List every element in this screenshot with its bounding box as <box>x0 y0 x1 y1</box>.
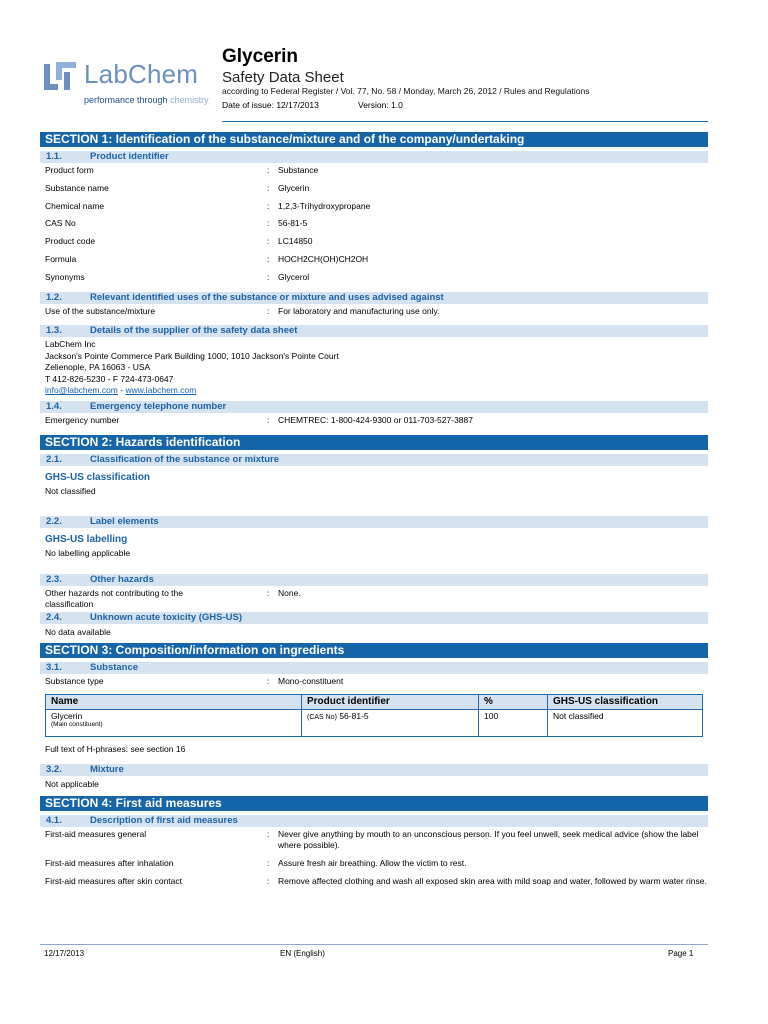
subsection-2-4: 2.4. Unknown acute toxicity (GHS-US) <box>40 612 708 624</box>
row-first-aid-inhalation: First-aid measures after inhalation : Assure fresh air breathing. Allow the victim to rest. <box>45 858 467 869</box>
document-subtitle: Safety Data Sheet <box>222 69 344 86</box>
h-phrases-note: Full text of H-phrases: see section 16 <box>45 743 186 754</box>
section-4-header: SECTION 4: First aid measures <box>40 796 708 811</box>
section-2-header: SECTION 2: Hazards identification <box>40 435 708 450</box>
subsection-1-3: 1.3. Details of the supplier of the safety data sheet <box>40 325 708 337</box>
row-synonyms: Synonyms : Glycerol <box>45 271 310 282</box>
composition-table <box>45 694 703 737</box>
cell-percent: 100 <box>479 709 548 736</box>
supplier-name: LabChem Inc <box>45 339 96 350</box>
row-cas-no: CAS No : 56-81-5 <box>45 218 308 229</box>
row-first-aid-skin: First-aid measures after skin contact : Remove affected clothing and wash all exposed skin area with mild soap and water, followed by warm water rinse. <box>45 876 707 887</box>
footer-language: EN (English) <box>280 949 325 958</box>
cell-product-identifier: (CAS No) 56-81-5 <box>302 709 479 736</box>
version: Version: 1.0 <box>358 100 403 110</box>
ghs-labelling-value: No labelling applicable <box>45 547 131 558</box>
cell-name: Glycerin (Main constituent) <box>46 709 302 736</box>
subsection-2-2: 2.2. Label elements <box>40 516 708 528</box>
header-divider <box>222 121 708 122</box>
col-ghs-classification: GHS-US classification <box>548 694 703 709</box>
table-row <box>46 709 703 736</box>
subsection-3-1: 3.1. Substance <box>40 662 708 674</box>
document-title: Glycerin <box>222 46 299 67</box>
subsection-2-3: 2.3. Other hazards <box>40 574 708 586</box>
supplier-city: Zelienople, PA 16063 - USA <box>45 362 151 373</box>
supplier-phone: T 412-826-5230 - F 724-473-0647 <box>45 373 174 384</box>
subsection-1-1: 1.1. Product identifier <box>40 151 708 163</box>
subsection-4-1: 4.1. Description of first aid measures <box>40 815 708 827</box>
subsection-1-2: 1.2. Relevant identified uses of the substance or mixture and uses advised against <box>40 292 708 304</box>
row-substance-type: Substance type : Mono-constituent <box>45 676 344 687</box>
col-percent: % <box>479 694 548 709</box>
website-link[interactable]: www.labchem.com <box>125 385 197 396</box>
row-chemical-name: Chemical name : 1,2,3-Trihydroxypropane <box>45 200 371 211</box>
supplier-contacts: info@labchem.com - www.labchem.com <box>45 385 197 396</box>
supplier-address: Jackson's Pointe Commerce Park Building 1000, 1010 Jackson's Pointe Court <box>45 350 339 361</box>
email-link[interactable]: info@labchem.com <box>45 385 118 396</box>
ghs-classification-value: Not classified <box>45 485 96 496</box>
row-substance-name: Substance name : Glycerin <box>45 182 310 193</box>
regulation-reference: according to Federal Register / Vol. 77, No. 58 / Monday, March 26, 2012 / Rules and Regulations <box>222 86 590 96</box>
col-product-identifier: Product identifier <box>302 694 479 709</box>
footer-page-number: Page 1 <box>668 949 694 958</box>
ghs-labelling-heading: GHS-US labelling <box>45 533 128 545</box>
subsection-1-4: 1.4. Emergency telephone number <box>40 401 708 413</box>
ghs-classification-heading: GHS-US classification <box>45 471 151 483</box>
section-1-header: SECTION 1: Identification of the substance/mixture and of the company/undertaking <box>40 132 708 147</box>
logo-tagline: performance through chemistry <box>84 95 209 105</box>
mixture-value: Not applicable <box>45 778 99 789</box>
footer-divider <box>40 944 708 945</box>
cell-ghs-classification: Not classified <box>548 709 703 736</box>
table-header-row <box>46 694 703 709</box>
row-product-code: Product code : LC14850 <box>45 236 313 247</box>
supplier-details <box>40 337 708 397</box>
row-formula: Formula : HOCH2CH(OH)CH2OH <box>45 253 369 264</box>
row-first-aid-general: First-aid measures general : Never give anything by mouth to an unconscious person. If you feel unwell, seek medical advice (show the label where possible). <box>45 829 699 851</box>
col-name: Name <box>46 694 302 709</box>
subsection-3-2: 3.2. Mixture <box>40 764 708 776</box>
acute-toxicity-value: No data available <box>45 626 111 637</box>
section-3-header: SECTION 3: Composition/information on ingredients <box>40 643 708 658</box>
labchem-logo-icon <box>44 62 78 92</box>
row-product-form: Product form : Substance <box>45 165 319 175</box>
date-of-issue: Date of issue: 12/17/2013 <box>222 100 319 110</box>
row-emergency-number: Emergency number : CHEMTREC: 1-800-424-9300 or 011-703-527-3887 <box>45 414 473 425</box>
row-other-hazards: Other hazards not contributing to the classification : None. <box>45 587 301 609</box>
subsection-2-1: 2.1. Classification of the substance or mixture <box>40 454 708 466</box>
row-use-of-substance: Use of the substance/mixture : For laboratory and manufacturing use only. <box>45 305 440 316</box>
sds-body <box>40 130 708 903</box>
logo-wordmark: LabChem <box>84 59 199 89</box>
footer-date: 12/17/2013 <box>44 949 85 958</box>
